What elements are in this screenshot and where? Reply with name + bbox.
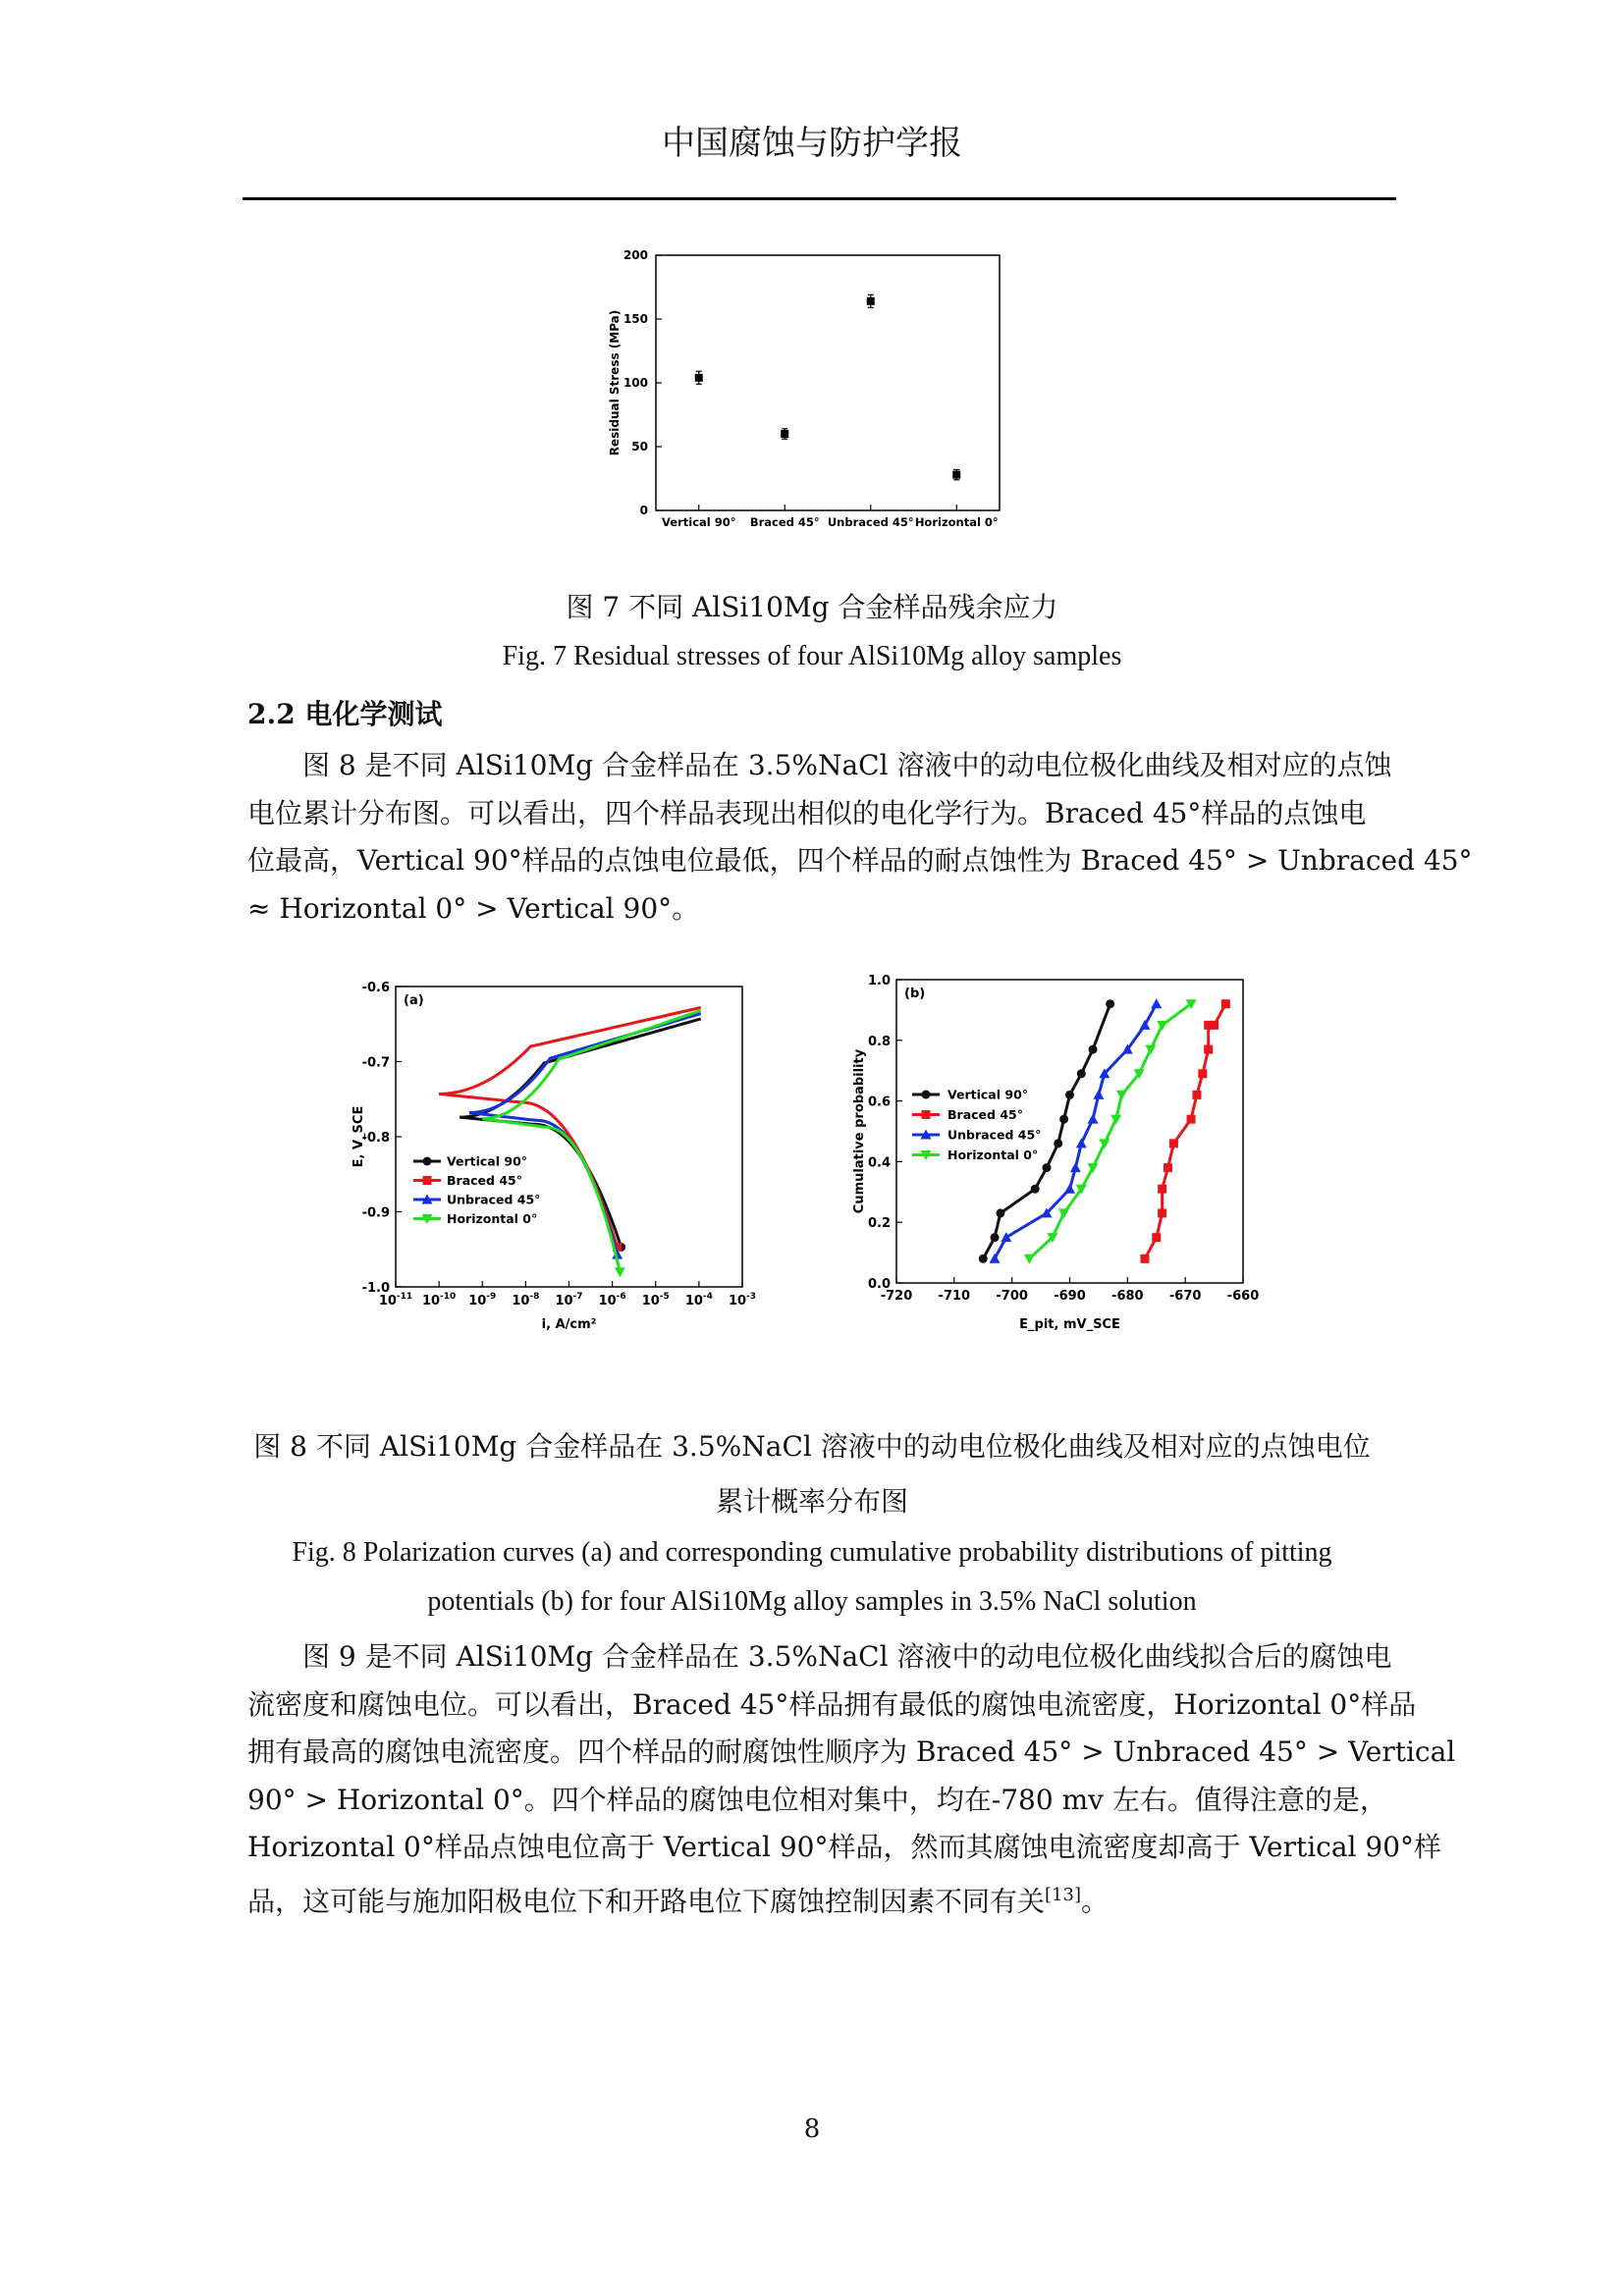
fig8a-xtick-label: $10^{-10}$: [421, 1292, 457, 1308]
fig8b-series-line: [1145, 1004, 1225, 1259]
para1-line: 电位累计分布图。可以看出，四个样品表现出相似的电化学行为。Braced 45°样品的点蚀电: [247, 796, 1367, 829]
fig8b-point: [1076, 1138, 1087, 1148]
fig7-caption-cn: 图 7 不同 AlSi10Mg 合金样品残余应力: [566, 591, 1058, 623]
para2-line: 90° > Horizontal 0°。四个样品的腐蚀电位相对集中，均在-780 mv 左右。值得注意的是，: [247, 1783, 1387, 1816]
fig8b-point: [1140, 1255, 1149, 1263]
fig7-chart: [0, 226, 1624, 775]
citation-13[interactable]: [13]: [1045, 1884, 1081, 1905]
fig8a-xtick-label: $10^{-4}$: [684, 1292, 713, 1308]
fig8b-legend-marker: [922, 1110, 931, 1119]
fig8b-ytick-label: 0.4: [867, 1155, 891, 1171]
fig8a-xtick-exponent: -8: [529, 1292, 540, 1302]
fig8b-xtick-label: -670: [1168, 1289, 1202, 1304]
fig8a-ytick-label: -0.9: [361, 1205, 390, 1221]
fig7-ytick-label: 150: [623, 312, 648, 326]
fig7-ytick-label: 50: [631, 440, 648, 454]
fig8b-point: [1059, 1115, 1068, 1124]
fig8b-point: [1187, 1115, 1196, 1124]
fig8b-legend-label: Braced 45°: [947, 1107, 1023, 1122]
fig8b-point: [1054, 1139, 1062, 1148]
para2-line: 品，这可能与施加阳极电位下和开路电位下腐蚀控制因素不同有关: [247, 1884, 1046, 1917]
fig8b-xtick-label: -660: [1226, 1289, 1260, 1304]
fig7-xtick-label: Horizontal 0°: [914, 515, 999, 529]
para2-line: 图 9 是不同 AlSi10Mg 合金样品在 3.5%NaCl 溶液中的动电位极化曲线拟合后的腐蚀电: [302, 1640, 1392, 1673]
fig8b-xlabel: E_pit, mV_SCE: [1019, 1317, 1120, 1332]
fig8b-xtick-label: -700: [996, 1289, 1028, 1304]
para2-line: 拥有最高的腐蚀电流密度。四个样品的耐腐蚀性顺序为 Braced 45° > Unbraced 45° > Vertical: [247, 1735, 1456, 1768]
fig8b-panel-label: (b): [904, 987, 926, 1001]
fig8a-legend-label: Unbraced 45°: [447, 1192, 541, 1207]
paragraph-2: [247, 1633, 1456, 1925]
fig8b-xtick-label: -710: [938, 1289, 971, 1304]
para1-line: 图 8 是不同 AlSi10Mg 合金样品在 3.5%NaCl 溶液中的动电位极化曲线及相对应的点蚀: [302, 749, 1392, 781]
fig8b-point: [1089, 1045, 1098, 1054]
para1-line: 位最高，Vertical 90°样品的点蚀电位最低，四个样品的耐点蚀性为 Braced 45° > Unbraced 45°: [247, 844, 1473, 877]
fig7-ytick-label: 0: [639, 504, 648, 517]
para2-line: Horizontal 0°样品点蚀电位高于 Vertical 90°样品，然而其腐蚀电流密度却高于 Vertical 90°样: [247, 1831, 1442, 1863]
fig8a-xtick-label: $10^{-9}$: [468, 1292, 497, 1308]
fig8a-xtick-exponent: -5: [659, 1292, 670, 1302]
fig8a-xtick-exponent: -7: [572, 1292, 583, 1302]
fig8a-xtick-label: $10^{-8}$: [512, 1292, 540, 1308]
fig8b-point: [1070, 1162, 1081, 1172]
fig8b-point: [1031, 1185, 1040, 1194]
fig8b-point: [1204, 1045, 1213, 1054]
fig8b-legend-label: Vertical 90°: [947, 1087, 1029, 1102]
fig8a-anodic-curve: [439, 1007, 701, 1094]
fig7-ylabel: Residual Stress (MPa): [608, 309, 622, 456]
fig8b-point: [1088, 1114, 1099, 1124]
fig7-caption-en: Fig. 7 Residual stresses of four AlSi10Mg alloy samples: [502, 641, 1122, 671]
fig8a-legend-marker: [423, 1157, 432, 1166]
fig8b-point: [1152, 1233, 1161, 1242]
fig8b-point: [991, 1233, 1000, 1242]
fig8b-point: [1164, 1163, 1172, 1172]
fig8b-point: [1145, 1045, 1156, 1055]
fig8b-xtick-label: -720: [880, 1289, 913, 1304]
fig8b-point: [1198, 1069, 1207, 1078]
fig8a-ytick-label: -0.7: [361, 1055, 390, 1071]
fig7-xtick-label: Braced 45°: [749, 515, 820, 529]
fig8b-ytick-label: 1.0: [867, 974, 891, 988]
fig8b-point: [1099, 1139, 1110, 1148]
fig8b-point: [1106, 999, 1114, 1008]
fig8a-ytick-label: -0.8: [361, 1131, 390, 1146]
fig8b-point: [1093, 1090, 1104, 1099]
fig8-caption-en-1: Fig. 8 Polarization curves (a) and corresponding cumulative probability distributions of pitting: [292, 1537, 1332, 1568]
fig8b-ytick-label: 0.6: [867, 1095, 891, 1110]
fig8-chart: [0, 967, 1624, 1360]
fig8b-xtick-label: -680: [1111, 1289, 1144, 1304]
fig8b-point: [996, 1208, 1004, 1217]
fig8b-ytick-label: 0.8: [867, 1034, 891, 1049]
fig8b-point: [1158, 1185, 1166, 1194]
header-rule: [243, 197, 1396, 200]
fig8-caption-cn-2: 累计概率分布图: [715, 1485, 908, 1518]
fig8a-ytick-label: -0.6: [361, 981, 390, 995]
paragraph-1: [247, 742, 1473, 933]
fig7-ytick-label: 100: [623, 376, 648, 390]
fig8b-xtick-label: -690: [1054, 1289, 1086, 1304]
page-number: 8: [803, 2114, 821, 2144]
fig8b-ytick-label: 0.2: [867, 1216, 891, 1232]
fig8a-xtick-exponent: -4: [702, 1292, 713, 1302]
fig8b-point: [1110, 1115, 1121, 1125]
fig8a-xtick-exponent: -6: [616, 1292, 626, 1302]
fig8a-xtick-label: $10^{-3}$: [728, 1292, 757, 1308]
fig8b-point: [1077, 1069, 1086, 1078]
fig8a-xtick-label: $10^{-5}$: [641, 1292, 670, 1308]
section-heading: 2.2 电化学测试: [247, 698, 443, 730]
fig8b-point: [1169, 1139, 1178, 1148]
fig8b-ylabel: Cumulative probability: [852, 1048, 867, 1214]
fig7-plot-frame: [656, 255, 1000, 510]
fig8b-point: [1065, 1091, 1074, 1099]
fig8a-xtick-exponent: -10: [440, 1292, 457, 1302]
para1-line: ≈ Horizontal 0° > Vertical 90°。: [247, 891, 700, 925]
fig8a-xtick-exponent: -3: [746, 1292, 757, 1302]
fig8b-ytick-label: 0.0: [867, 1277, 891, 1292]
fig8b-legend-label: Unbraced 45°: [947, 1127, 1042, 1143]
fig8b-point: [1221, 999, 1230, 1008]
fig7-point: [695, 374, 703, 382]
fig8b-point: [1210, 1021, 1218, 1030]
fig8a-panel-label: (a): [404, 993, 424, 1008]
fig8b-point: [1058, 1208, 1069, 1218]
journal-header: 中国腐蚀与防护学报: [662, 124, 962, 163]
fig7-point: [867, 297, 875, 305]
fig8a-ylabel: E, V_SCE: [352, 1105, 366, 1168]
fig8a-xtick-label: $10^{-11}$: [378, 1292, 413, 1308]
fig8a-legend-label: Vertical 90°: [447, 1153, 528, 1169]
fig8b-point: [1151, 998, 1162, 1008]
para2-line: 流密度和腐蚀电位。可以看出，Braced 45°样品拥有最低的腐蚀电流密度，Horizontal 0°样品: [247, 1687, 1417, 1721]
fig8b-point: [979, 1255, 988, 1263]
fig8a-xtick-exponent: -11: [396, 1292, 413, 1302]
fig7-ytick-label: 200: [623, 248, 648, 262]
fig8a-legend-label: Horizontal 0°: [447, 1211, 538, 1226]
fig8b-series-line: [1029, 1004, 1191, 1259]
fig8a-xlabel: i, A/cm²: [541, 1317, 597, 1332]
fig8a-xtick-exponent: -9: [486, 1292, 497, 1302]
fig8a-legend-marker: [423, 1176, 432, 1185]
fig8-caption-cn-1: 图 8 不同 AlSi10Mg 合金样品在 3.5%NaCl 溶液中的动电位极化曲线及相对应的点蚀电位: [253, 1430, 1371, 1463]
fig8b-point: [1158, 1208, 1166, 1217]
fig8b-point: [1116, 1091, 1127, 1100]
fig8b-legend-marker: [922, 1091, 931, 1099]
fig7-xtick-label: Unbraced 45°: [827, 515, 914, 529]
fig7-xtick-label: Vertical 90°: [662, 515, 736, 529]
para2-end: 。: [1080, 1884, 1109, 1917]
fig8b-point: [1157, 1021, 1167, 1031]
fig8b-point: [1064, 1184, 1075, 1194]
fig8a-xtick-label: $10^{-6}$: [598, 1292, 626, 1308]
fig8a-curve-end-marker: [615, 1267, 625, 1277]
fig7-point: [952, 471, 960, 479]
fig8-caption-en-2: potentials (b) for four AlSi10Mg alloy samples in 3.5% NaCl solution: [427, 1586, 1197, 1617]
fig7-point: [781, 430, 788, 438]
fig8b-point: [1042, 1163, 1051, 1172]
fig8a-xtick-label: $10^{-7}$: [555, 1292, 583, 1308]
fig8b-point: [1024, 1255, 1035, 1264]
fig8b-point: [1192, 1091, 1201, 1099]
fig8a-legend-label: Braced 45°: [447, 1173, 522, 1188]
fig8a-ytick-label: -1.0: [361, 1281, 390, 1296]
fig8b-legend-label: Horizontal 0°: [947, 1148, 1039, 1162]
